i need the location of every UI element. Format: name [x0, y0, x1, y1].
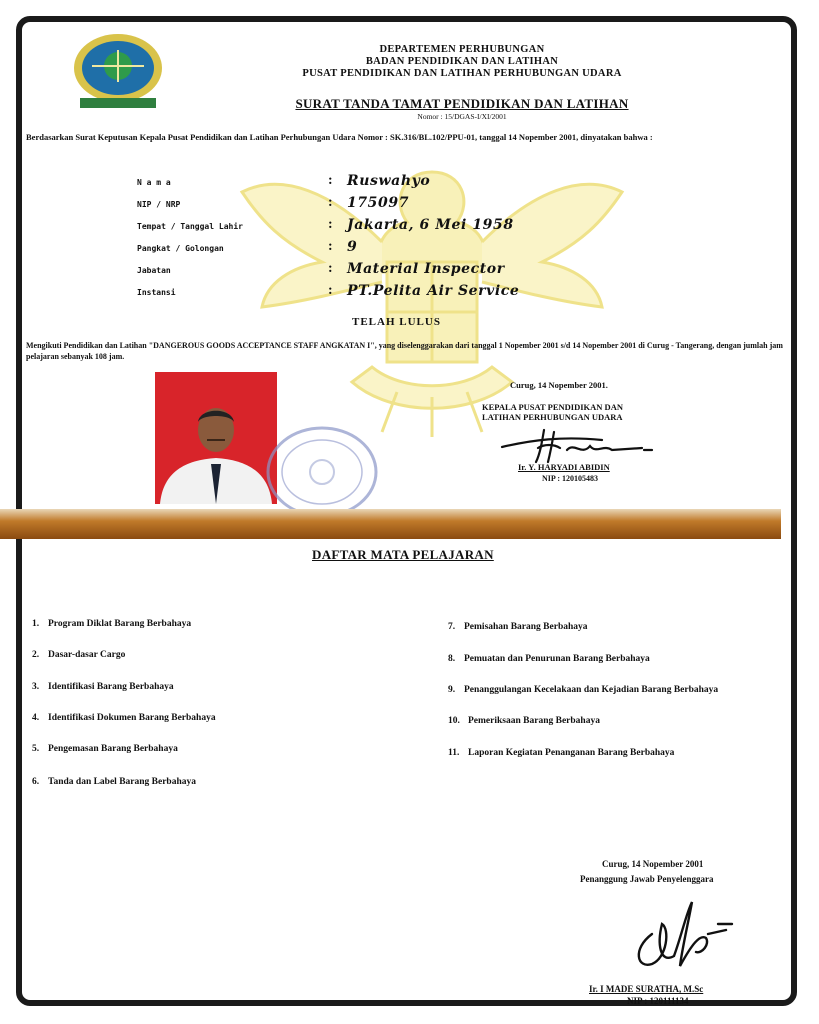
field-colon: :	[328, 283, 333, 298]
subject-number: 1.	[32, 619, 40, 629]
training-text: Mengikuti Pendidikan dan Latihan "DANGEROUS GOODS ACCEPTANCE STAFF ANGKATAN I", yang diselenggarakan dari tanggal 1 Nopember 2001 s/d 14 Nopember 2001 di Curug - Tangerang, dengan jumlah jam pelajaran sebanyak 108 jam.	[26, 341, 783, 361]
signature2-role: Penanggung Jawab Penyelenggara	[580, 874, 714, 884]
field-value-nip: 175097	[347, 195, 410, 211]
signature1-nip: NIP : 120105483	[542, 474, 598, 483]
subject-number: 4.	[32, 713, 40, 723]
intro-text: Berdasarkan Surat Keputusan Kepala Pusat Pendidikan dan Latihan Perhubungan Udara Nomor : SK.316/BL.102/PPU-01, tanggal 14 Nopember 2001, dinyatakan bahwa :	[26, 132, 653, 142]
status-text: TELAH LULUS	[352, 316, 441, 328]
document-title: SURAT TANDA TAMAT PENDIDIKAN DAN LATIHAN	[295, 96, 629, 111]
header-line-1: DEPARTEMEN PERHUBUNGAN	[379, 44, 545, 55]
subject-item	[32, 713, 216, 723]
subject-item	[448, 654, 650, 664]
subject-item	[448, 622, 588, 632]
subject-name: Identifikasi Dokumen Barang Berbahaya	[48, 713, 216, 723]
field-colon: :	[328, 217, 333, 232]
signature1-name: Ir. Y. HARYADI ABIDIN	[518, 462, 610, 472]
subject-number: 2.	[32, 650, 40, 660]
subject-number: 7.	[448, 622, 456, 632]
document-number: Nomor : 15/DGAS-I/XI/2001	[417, 112, 507, 121]
field-colon: :	[328, 173, 333, 188]
subject-name: Pemisahan Barang Berbahaya	[464, 622, 588, 632]
field-label-position: Jabatan	[137, 266, 171, 275]
subject-number: 11.	[448, 748, 460, 758]
subjects-title: DAFTAR MATA PELAJARAN	[312, 547, 494, 562]
header-line-3: PUSAT PENDIDIKAN DAN LATIHAN PERHUBUNGAN UDARA	[302, 68, 622, 79]
field-value-agency: PT.Pelita Air Service	[347, 283, 520, 299]
subject-item	[448, 685, 718, 695]
signature1-handwriting	[492, 422, 672, 467]
field-value-birth: Jakarta, 6 Mei 1958	[347, 217, 514, 233]
subject-number: 6.	[32, 777, 40, 787]
signature1-office-line2: LATIHAN PERHUBUNGAN UDARA	[482, 412, 623, 422]
subject-name: Dasar-dasar Cargo	[48, 650, 126, 660]
field-value-name: Ruswahyo	[347, 173, 431, 189]
subject-number: 5.	[32, 744, 40, 754]
subject-number: 3.	[32, 682, 40, 692]
field-colon: :	[328, 261, 333, 276]
subject-item	[32, 619, 191, 629]
signature1-office	[482, 402, 623, 422]
subject-name: Pengemasan Barang Berbahaya	[48, 744, 178, 754]
subject-number: 8.	[448, 654, 456, 664]
subject-name: Penanggulangan Kecelakaan dan Kejadian Barang Berbahaya	[464, 685, 719, 695]
subject-item	[32, 650, 125, 660]
header-line-2: BADAN PENDIDIKAN DAN LATIHAN	[365, 56, 559, 67]
field-label-name: N a m a	[137, 178, 171, 187]
field-colon: :	[328, 195, 333, 210]
field-label-birth: Tempat / Tanggal Lahir	[137, 222, 243, 231]
subject-name: Pemuatan dan Penurunan Barang Berbahaya	[464, 654, 650, 664]
field-label-rank: Pangkat / Golongan	[137, 244, 224, 253]
field-label-agency: Instansi	[137, 288, 176, 297]
subject-number: 10.	[448, 716, 460, 726]
subject-name: Program Diklat Barang Berbahaya	[48, 619, 192, 629]
signature1-place-date: Curug, 14 Nopember 2001.	[510, 380, 608, 390]
subject-name: Laporan Kegiatan Penanganan Barang Berbahaya	[468, 748, 675, 758]
signature2-name: Ir. I MADE SURATHA, M.Sc	[589, 984, 704, 994]
field-value-rank: 9	[347, 239, 358, 255]
participant-photo-portrait	[155, 372, 277, 504]
field-colon: :	[328, 239, 333, 254]
certificate-page	[22, 22, 793, 1006]
signature1-office-line1: KEPALA PUSAT PENDIDIKAN DAN	[482, 402, 623, 412]
signature2-place-date: Curug, 14 Nopember 2001	[602, 859, 704, 869]
institution-logo	[72, 28, 164, 112]
field-label-nip: NIP / NRP	[137, 200, 181, 209]
subject-item	[32, 682, 174, 692]
field-value-position: Material Inspector	[347, 261, 505, 277]
subject-name: Identifikasi Barang Berbahaya	[48, 682, 174, 692]
subject-name: Tanda dan Label Barang Berbahaya	[48, 777, 196, 787]
signature2-handwriting	[622, 894, 742, 974]
subject-item	[32, 744, 178, 754]
subject-item	[448, 716, 600, 726]
subject-item	[448, 748, 674, 758]
subject-number: 9.	[448, 685, 456, 695]
signature2-nip: NIP : 120111134	[627, 996, 689, 1006]
subject-name: Pemeriksaan Barang Berbahaya	[468, 716, 600, 726]
decorative-band	[0, 509, 781, 539]
subject-item	[32, 777, 196, 787]
official-seal-stamp	[262, 422, 382, 522]
participant-photo	[155, 372, 277, 504]
